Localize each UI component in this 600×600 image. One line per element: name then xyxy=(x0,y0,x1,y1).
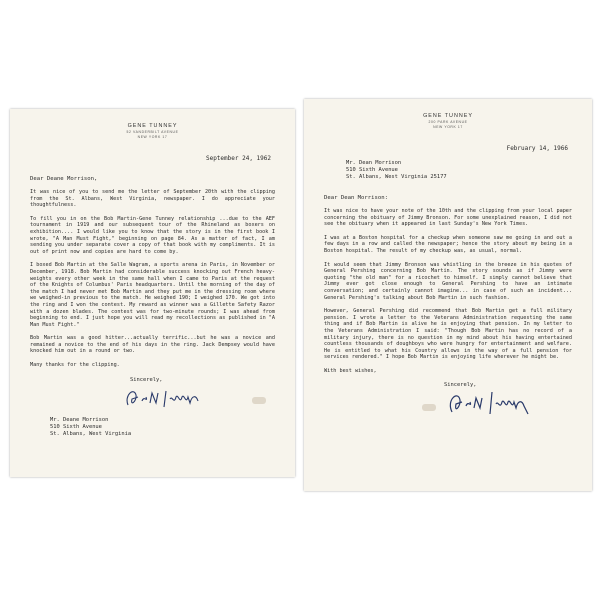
recipient-address: Mr. Dean Morrison 510 Sixth Avenue St. Albans, West Virginia 25177 xyxy=(346,160,447,180)
closing: Sincerely, xyxy=(130,376,163,383)
signature xyxy=(30,385,275,411)
letter-date: February 14, 1966 xyxy=(506,145,568,152)
paragraph: With best wishes, xyxy=(324,367,377,374)
signature xyxy=(324,390,572,416)
letter-date: September 24, 1962 xyxy=(205,155,271,162)
letterhead-address: 52 VANDERBILT AVENUE xyxy=(126,130,179,134)
paragraph: Bob Martin was a good hitter...actually terrific...but he was a novice and remained a novice to the end of his days in the ring. Jack Dempsey would have knocked him out in a round or two. xyxy=(30,335,275,355)
letter-left xyxy=(10,109,295,477)
authentication-sticker xyxy=(252,397,266,404)
recipient-address: Mr. Deane Morrison 510 Sixth Avenue St. Albans, West Virginia xyxy=(50,416,132,437)
paragraph: Many thanks for the clipping. xyxy=(30,362,120,369)
salutation: Dear Deane Morrison, xyxy=(30,176,98,182)
paragraph: I was at a Boston hospital for a checkup when someone saw me going in and out a few days in a row and called the newspaper; hence the story about my being in a Boston hospital. The result of my checkup was, as usual, normal. xyxy=(324,234,572,254)
paragraph: It was nice of you to send me the letter of September 20th with the clipping from the St. Albans, West Virginia, newspaper. I do appreciate your thoughtfulness. xyxy=(30,189,275,209)
salutation: Dear Dean Morrison: xyxy=(324,195,388,201)
closing: Sincerely, xyxy=(444,382,477,389)
letter-right xyxy=(304,99,592,491)
signature-image xyxy=(122,385,212,411)
letterhead-address: 200 PARK AVENUE xyxy=(428,120,468,124)
paragraph: I boxed Bob Martin at the Salle Wagram, a sports arena in Paris, in November or December, 1918. Bob Martin had considerable success knocking out French heavy-weights every other week in the same hall when I came to Paris at the request of the Knights of Columbus' Paris headquarters. Until the morning of the day of the match I had never met Bob Martin and they put me in the dressing room where we weighed-in previous to the match. He weighed 190; I weighed 170. We got into the ring and I won the contest. My reward as winner was a Gillette Safety Razor with a dozen blades. The contest was for two-minute rounds; I was ahead from beginning to end. I just hope you will read my recollections as published in "A Man Must Fight." xyxy=(30,262,275,328)
letterhead-city: NEW YORK 17 xyxy=(137,135,168,139)
paragraph: It was nice to have your note of the 10th and the clipping from your local paper concerning the obituary of Jimmy Bronson. For some unexplained reason, I did not see the obituary when it appeared in last Sunday's New York Times. xyxy=(324,208,572,228)
paragraph: To fill you in on the Bob Martin-Gene Tunney relationship ...due to the AEF tournament in 1919 and our subsequent tour of the Rhineland as boxers on exhibition.... I would like you to know that the story is in the first book I wrote, "A Man Must Fight," beginning on page 84. As a matter of fact, I am sending you under separate cover a copy of that book with my compliments. It is out of print now and copies are hard to come by. xyxy=(30,215,275,255)
letterhead-name: GENE TUNNEY xyxy=(127,123,178,129)
paragraph: However, General Pershing did recommend that Bob Martin get a full military pension. I wrote a letter to the Veterans Administration requesting the same thing and if Bob Martin is alive he is enjoying that pension. In my letter to the Veterans Administration I said: "Though Bob Martin has no record of a military injury, there is no question in my mind about his having entertained countless thousands of doughboys who were hungry for entertainment and welfare. He is entitled to what his Country allows in the way of a full pension for services rendered." I hope Bob Martin is enjoying life wherever he might be. xyxy=(324,308,572,361)
signature-image xyxy=(444,388,544,418)
letterhead-city: NEW YORK 17 xyxy=(433,125,463,129)
paragraph: It would seem that Jimmy Bronson was whistling in the breeze in his quotes of General Pershing concerning Bob Martin. The story sounds as if Jimmy were quoting "the old man" for a ricochet to himself. I simply cannot believe that Jimmy ever got close enough to General Pershing to have an intimate conversation; and certainly cannot imagine... in case of such an incident... General Pershing's talking about Bob Martin in such fashion. xyxy=(324,261,572,301)
letterhead-name: GENE TUNNEY xyxy=(423,113,473,119)
authentication-sticker xyxy=(422,404,436,411)
